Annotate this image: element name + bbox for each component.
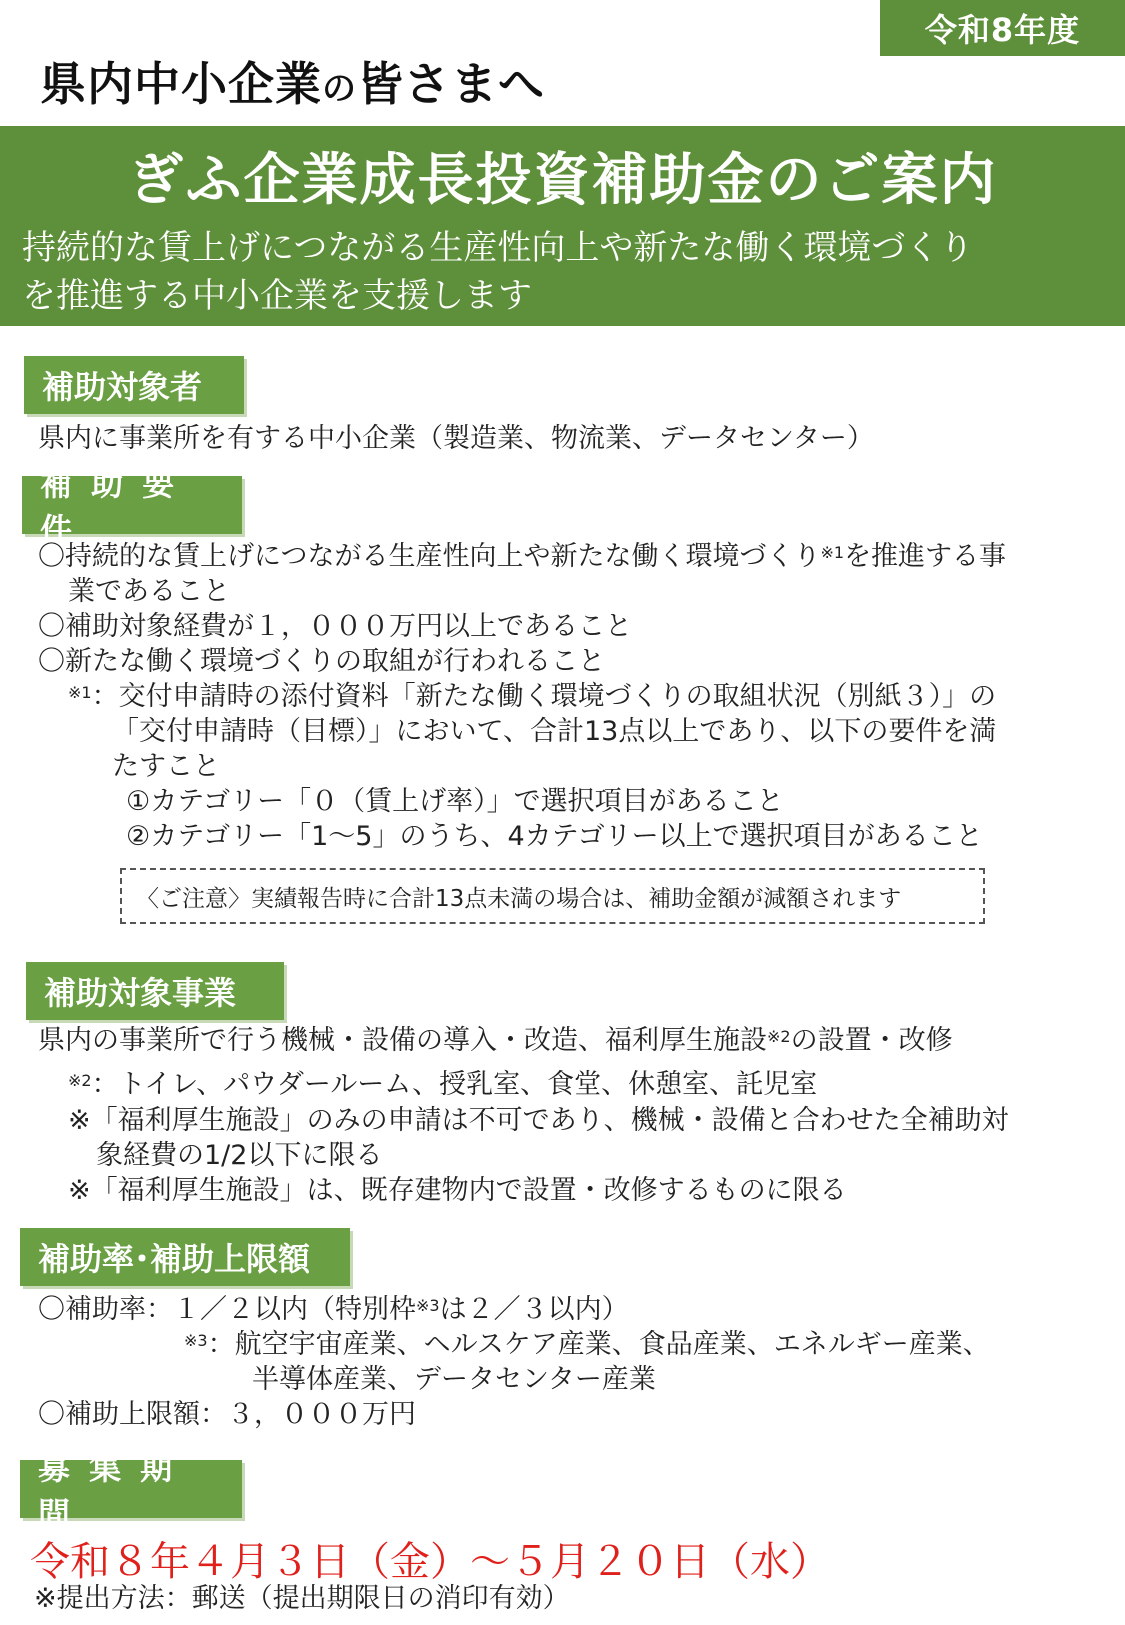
section-heading-projects: 補助対象事業 <box>26 962 284 1020</box>
projects-text-end: の設置・改修 <box>790 1025 953 1056</box>
banner-subtitle <box>22 224 1112 320</box>
section-heading-requirements: 補 助 要 件 <box>22 476 242 534</box>
application-period: 令和８年４月３日（金）～５月２０日（水） <box>30 1539 830 1585</box>
requirement-1-text-end: を推進する事 <box>844 541 1007 572</box>
footnote-marker-2: ※2 <box>767 1027 791 1046</box>
footnote-3-line2: 半導体産業、データセンター産業 <box>252 1364 656 1395</box>
banner-subtitle-line2: を推進する中小企業を支援します <box>22 276 532 316</box>
requirement-1-text: 〇持続的な賃上げにつながる生産性向上や新たな働く環境づくり <box>38 541 821 572</box>
footnote-3-line1 <box>184 1328 990 1362</box>
subsidy-rate <box>38 1293 629 1327</box>
projects-note-1-line2: 象経費の1/2以下に限る <box>96 1140 383 1171</box>
audience-heading-end: 皆さまへ <box>357 57 545 111</box>
section-heading-period: 募 集 期 間 <box>20 1460 242 1518</box>
fiscal-year-badge: 令和8年度 <box>880 0 1125 56</box>
footnote-3-text: ：航空宇宙産業、ヘルスケア産業、食品産業、エネルギー産業、 <box>207 1329 990 1360</box>
footnote-1-item-2: ②カテゴリー「1～5」のうち、4カテゴリー以上で選択項目があること <box>126 821 983 852</box>
section-heading-rate: 補助率･補助上限額 <box>20 1228 350 1286</box>
banner-subtitle-line1: 持続的な賃上げにつながる生産性向上や新たな働く環境づくり <box>22 228 974 268</box>
footnote-2 <box>68 1068 817 1102</box>
footnote-marker-1: ※1 <box>820 543 845 562</box>
audience-heading <box>40 48 545 114</box>
page-title: ぎふ企業成長投資補助金のご案内 <box>127 148 998 213</box>
section-heading-target: 補助対象者 <box>24 356 244 414</box>
title-banner <box>0 126 1125 326</box>
projects-note-2: ※「福利厚生施設」は、既存建物内で設置・改修するものに限る <box>68 1175 847 1206</box>
submission-method: ※提出方法：郵送（提出期限日の消印有効） <box>34 1583 570 1614</box>
footnote-marker-3: ※3 <box>416 1296 440 1315</box>
requirement-1 <box>38 540 1006 574</box>
subsidy-limit: 〇補助上限額：３，０００万円 <box>38 1399 416 1430</box>
subsidy-rate-text-end: は２／３以内） <box>439 1294 629 1325</box>
footnote-1-line3: たすこと <box>112 751 220 782</box>
footnote-2-text: ：トイレ、パウダールーム、授乳室、食堂、休憩室、託児室 <box>91 1069 818 1100</box>
requirement-3: 〇新たな働く環境づくりの取組が行われること <box>38 646 605 677</box>
requirement-2: 〇補助対象経費が１，０００万円以上であること <box>38 611 632 642</box>
footnote-3-marker: ※3 <box>184 1331 208 1350</box>
footnote-1-line2: 「交付申請時（目標）」において、合計13点以上であり、以下の要件を満 <box>112 716 997 747</box>
target-text: 県内に事業所を有する中小企業（製造業、物流業、データセンター） <box>38 423 874 454</box>
footnote-1-item-1: ①カテゴリー「０（賃上げ率）」で選択項目があること <box>126 786 784 817</box>
footnote-1-line1 <box>68 680 996 714</box>
requirement-1-continued: 業であること <box>68 576 230 607</box>
footnote-2-marker: ※2 <box>68 1071 92 1090</box>
subsidy-rate-text: 〇補助率：１／２以内（特別枠 <box>38 1294 416 1325</box>
projects-note-1-line1: ※「福利厚生施設」のみの申請は不可であり、機械・設備と合わせた全補助対 <box>68 1105 1009 1136</box>
footnote-1-text: ：交付申請時の添付資料「新たな働く環境づくりの取組状況（別紙３）」の <box>91 681 997 712</box>
footnote-1-marker: ※1 <box>68 683 92 702</box>
caution-box: 〈ご注意〉実績報告時に合計13点未満の場合は、補助金額が減額されます <box>120 868 985 924</box>
projects-text-main: 県内の事業所で行う機械・設備の導入・改造、福利厚生施設 <box>38 1025 767 1056</box>
audience-heading-particle: の <box>322 69 357 109</box>
projects-text <box>38 1024 953 1058</box>
audience-heading-main: 県内中小企業 <box>40 57 322 111</box>
